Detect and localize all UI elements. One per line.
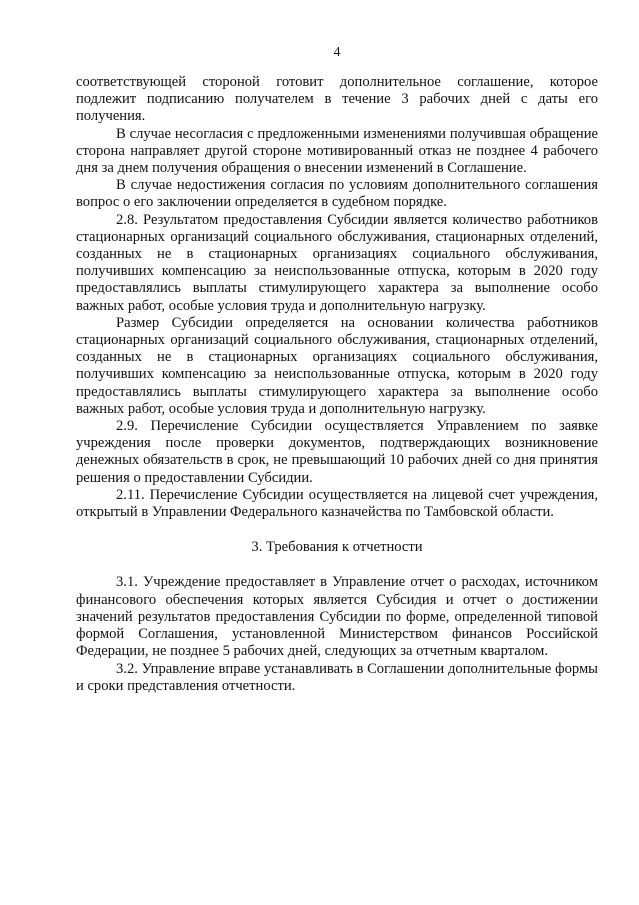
paragraph-3-1: 3.1. Учреждение предоставляет в Управление отчет о расходах, источником финансового обеспечения которых является Субсидия и отчет о достижении значений результатов предоставления Субсидии по форме, определенной типовой формой Соглашения, установленной Министерством финансов Российской Федерации, не позднее 5 рабочих дней, следующих за отчетным кварталом. bbox=[76, 574, 598, 660]
page-number: 4 bbox=[333, 45, 341, 60]
paragraph-subsidy-amount: Размер Субсидии определяется на основании количества работников стационарных организаций социального обслуживания, стационарных отделений, созданных не в стационарных организациях социального обслуживания, получивших компенсацию за неиспользованные отпуска, которым в 2020 году предоставлялись выплаты стимулирующего характера за выполнение особо важных работ, особые условия труда и дополнительную нагрузку. bbox=[76, 314, 598, 417]
paragraph-2-9: 2.9. Перечисление Субсидии осуществляется Управлением по заявке учреждения после проверки документов, подтверждающих возникновение денежных обязательств в срок, не превышающий 10 рабочих дней со дня принятия решения о предоставлении Субсидии. bbox=[76, 418, 598, 486]
section-title: 3. Требования к отчетности bbox=[251, 539, 423, 556]
paragraph-2-8: 2.8. Результатом предоставления Субсидии является количество работников стационарных организаций социального обслуживания, стационарных отделений, созданных не в стационарных организациях социального обслуживания, получивших компенсацию за неиспользованные отпуска, которым в 2020 году предоставлялись выплаты стимулирующего характера за выполнение особо важных работ, особые условия труда и дополнительную нагрузку. bbox=[76, 211, 598, 314]
document-page bbox=[76, 44, 598, 695]
paragraph-disagreement: В случае несогласия с предложенными изменениями получившая обращение сторона направляет другой стороне мотивированный отказ не позднее 4 рабочего дня за днем получения обращения о внесении изменений в Соглашение. bbox=[76, 125, 598, 177]
paragraph-court-procedure: В случае недостижения согласия по условиям дополнительного соглашения вопрос о его заключении определяется в судебном порядке. bbox=[76, 177, 598, 211]
paragraph-agreement-continuation: соответствующей стороной готовит дополнительное соглашение, которое подлежит подписанию получателем в течение 3 рабочих дней с даты его получения. bbox=[76, 74, 598, 125]
paragraph-3-2: 3.2. Управление вправе устанавливать в Соглашении дополнительные формы и сроки представления отчетности. bbox=[76, 660, 598, 694]
paragraph-2-11: 2.11. Перечисление Субсидии осуществляется на лицевой счет учреждения, открытый в Управлении Федерального казначейства по Тамбовской области. bbox=[76, 486, 598, 521]
